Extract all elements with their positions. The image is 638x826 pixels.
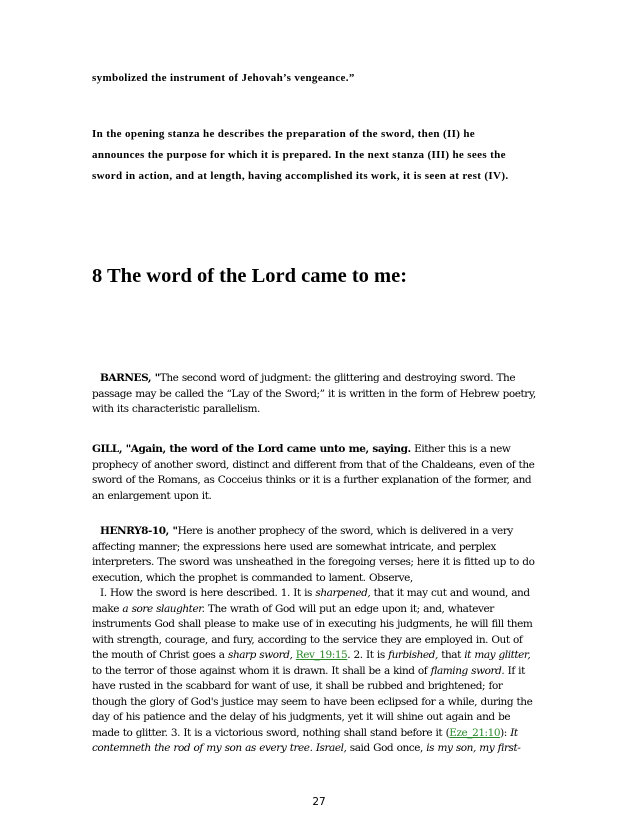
barnes-label: BARNES, " xyxy=(100,372,160,384)
quote-ending xyxy=(92,68,562,89)
henry-text: I. How the sword is here described. 1. It is xyxy=(100,587,316,599)
henry-line: though the glory of God's justice may seem to have been eclipsed for a while, during the xyxy=(92,695,533,708)
henry-emphasis: a sore slaughter. xyxy=(122,602,205,615)
henry-text: Here is another prophecy of the sword, which is delivered in a very xyxy=(177,525,513,537)
henry-line: execution, which the prophet is commanded to lament. Observe, xyxy=(92,571,413,584)
henry-text: make xyxy=(92,602,123,615)
henry-text: said God once, xyxy=(346,742,427,754)
henry-line xyxy=(92,602,552,618)
henry-commentary xyxy=(92,524,552,757)
henry-line xyxy=(92,726,552,742)
henry-line: with strength, courage, and fury, according to the service they are employed in. Out of xyxy=(92,633,523,646)
henry-emphasis: contemneth the rod of my son as every tree. Israel, xyxy=(92,742,347,754)
henry-emphasis: it may glitter, xyxy=(464,649,531,661)
henry-text: to the terror of those against whom it is drawn. It shall be a kind of xyxy=(92,664,431,677)
henry-text: that xyxy=(437,649,465,661)
quote-ending-text: symbolized the instrument of Jehovah’s vengeance.” xyxy=(92,72,355,84)
gill-line: an enlargement upon it. xyxy=(92,489,212,502)
henry-line xyxy=(92,741,552,757)
henry-line xyxy=(92,524,552,540)
scripture-reference-link[interactable]: Rev_19:15 xyxy=(295,649,348,661)
intro-line: sword in action, and at length, having accomplished its work, it is seen at rest (IV). xyxy=(92,170,509,182)
page-number: 27 xyxy=(312,796,326,808)
henry-text: ): xyxy=(500,726,511,739)
henry-line xyxy=(92,664,552,680)
gill-line xyxy=(92,442,552,458)
gill-line: sword of the Romans, as Cocceius thinks or it is a further explanation of the former, and xyxy=(92,474,532,486)
gill-commentary xyxy=(92,442,552,504)
henry-text: The wrath of God will put an edge upon it; and, whatever xyxy=(204,602,494,615)
henry-emphasis: flaming sword. xyxy=(430,664,505,677)
gill-label: GILL, "Again, the word of the Lord came unto me, saying. xyxy=(92,443,411,455)
barnes-text: The second word of judgment: the glittering and destroying sword. The xyxy=(159,372,516,384)
gill-text: Either this is a new xyxy=(410,443,511,455)
intro-line: announces the purpose for which it is prepared. In the next stanza (III) he sees the xyxy=(92,149,506,161)
henry-emphasis: It xyxy=(510,726,518,739)
henry-text: that it may cut and wound, and xyxy=(370,587,530,599)
henry-emphasis: furbished, xyxy=(388,649,438,661)
henry-emphasis: sharp sword, xyxy=(228,649,293,661)
henry-line: day of his patience and the delay of his judgments, yet it will shine out again and be xyxy=(92,711,511,723)
henry-line xyxy=(92,586,552,602)
henry-line: instruments God shall please to make use of in executing his judgments, he will fill them xyxy=(92,618,533,630)
intro-line: In the opening stanza he describes the preparation of the sword, then (II) he xyxy=(92,128,476,140)
henry-text: If it xyxy=(504,664,525,677)
henry-line: interpreters. The sword was unsheathed in the foregoing verses; here it is fitted up to do xyxy=(92,556,535,568)
henry-text: . 2. It is xyxy=(347,649,389,661)
barnes-line: passage may be called the “Lay of the Sword;” it is written in the form of Hebrew poetry, xyxy=(92,387,536,400)
henry-emphasis: sharpened, xyxy=(315,587,371,599)
barnes-line: with its characteristic parallelism. xyxy=(92,403,260,415)
barnes-line xyxy=(92,371,552,387)
henry-text: made to glitter. 3. It is a victorious sword, nothing shall stand before it ( xyxy=(92,726,450,739)
henry-line: have rusted in the scabbard for want of use, it shall be rubbed and brightened; for xyxy=(92,680,503,692)
verse-heading: 8 The word of the Lord came to me: xyxy=(92,265,408,287)
barnes-commentary xyxy=(92,371,552,418)
henry-line xyxy=(92,648,552,664)
henry-emphasis: is my son, my first- xyxy=(426,742,521,754)
scripture-reference-link[interactable]: Eze_21:10 xyxy=(449,726,501,739)
henry-label: HENRY8-10, " xyxy=(100,525,178,537)
intro-paragraph xyxy=(92,124,562,187)
gill-line: prophecy of another sword, distinct and different from that of the Chaldeans, even of the xyxy=(92,458,535,471)
henry-text: the mouth of Christ goes a xyxy=(92,649,228,661)
henry-line: affecting manner; the expressions here used are somewhat intricate, and perplex xyxy=(92,540,496,553)
